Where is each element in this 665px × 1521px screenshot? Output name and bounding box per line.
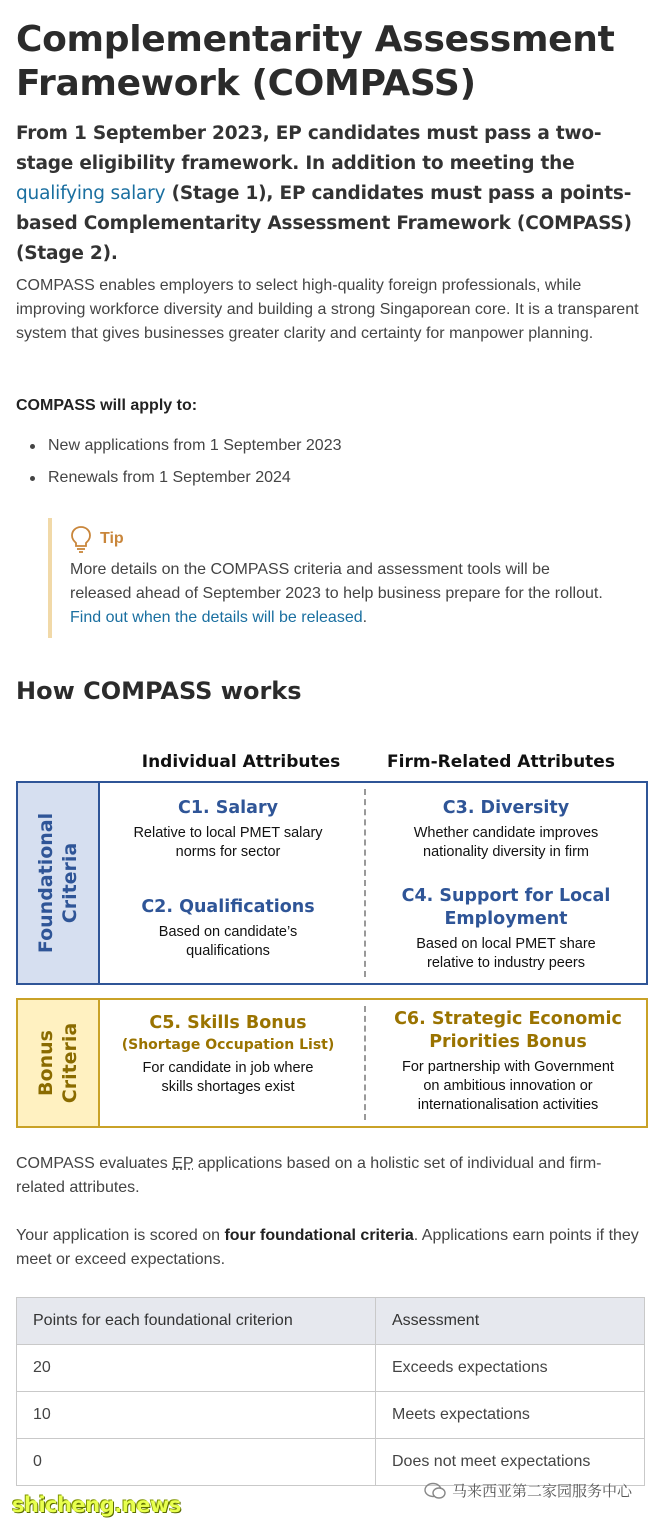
criterion-title: C4. Support for Local Employment bbox=[401, 886, 611, 929]
lead-text-1: From 1 September 2023, EP candidates must pass a two-stage eligibility framework. In addition to meeting the bbox=[16, 123, 602, 174]
bonus-side bbox=[18, 1000, 100, 1126]
criterion-title: C6. Strategic Economic Priorities Bonus bbox=[394, 1009, 622, 1052]
details-release-link[interactable]: Find out when the details will be released bbox=[70, 609, 363, 626]
table-row bbox=[17, 1392, 645, 1439]
tip-header bbox=[70, 524, 124, 554]
criterion-title: C1. Salary bbox=[177, 798, 279, 818]
criterion-c1 bbox=[114, 797, 342, 862]
criterion-c3 bbox=[382, 797, 630, 862]
criterion-desc: For candidate in job where skills shortages exist bbox=[142, 1060, 314, 1095]
criterion-c6 bbox=[382, 1008, 634, 1115]
tip-label: Tip bbox=[100, 530, 124, 547]
table-cell: Does not meet expectations bbox=[376, 1439, 645, 1486]
bonus-criteria-box bbox=[16, 998, 648, 1128]
criterion-desc: Relative to local PMET salary norms for sector bbox=[133, 825, 323, 860]
divider bbox=[364, 789, 366, 977]
criterion-desc: For partnership with Government on ambitious innovation or internationalisation activities bbox=[402, 1059, 614, 1113]
evaluates-paragraph: COMPASS evaluates EP applications based on a holistic set of individual and firm-related attributes. bbox=[16, 1155, 602, 1196]
wechat-account-name: 马来西亚第二家园服务中心 bbox=[452, 1483, 633, 1500]
bonus-label: Bonus Criteria bbox=[35, 1022, 81, 1104]
tip-text: More details on the COMPASS criteria and assessment tools will be released ahead of September 2023 to help business prepare for the rollout. Find out when the details will be released. bbox=[70, 561, 603, 626]
foundational-criteria-box bbox=[16, 781, 648, 985]
table-cell: Exceeds expectations bbox=[376, 1345, 645, 1392]
list-item: Renewals from 1 September 2024 bbox=[16, 462, 342, 494]
wechat-account bbox=[424, 1480, 632, 1501]
page-title: Complementarity Assessment Framework (COMPASS) bbox=[16, 19, 615, 104]
criterion-c2 bbox=[114, 896, 342, 961]
table-cell: Meets expectations bbox=[376, 1392, 645, 1439]
table-row bbox=[17, 1439, 645, 1486]
scored-paragraph: Your application is scored on four foundational criteria. Applications earn points if they meet or exceed expectations. bbox=[16, 1227, 639, 1268]
table-cell: 0 bbox=[17, 1439, 376, 1486]
firm-attributes-heading: Firm-Related Attributes bbox=[387, 752, 615, 772]
criterion-title: C3. Diversity bbox=[442, 798, 570, 818]
watermark: shicheng.news bbox=[12, 1493, 181, 1517]
apply-heading: COMPASS will apply to: bbox=[16, 397, 198, 414]
qualifying-salary-link[interactable]: qualifying salary bbox=[16, 183, 166, 204]
tip-callout bbox=[48, 518, 622, 638]
table-row bbox=[17, 1345, 645, 1392]
criterion-c5 bbox=[114, 1012, 342, 1097]
wechat-icon bbox=[424, 1482, 446, 1500]
criterion-desc: Based on candidate’s qualifications bbox=[158, 924, 298, 959]
criterion-desc: Whether candidate improves nationality diversity in firm bbox=[413, 825, 599, 860]
lead-text-2: (Stage 1), EP candidates must pass a points-based Complementarity Assessment Framework (COMPASS) (Stage 2). bbox=[16, 183, 632, 264]
criterion-c4 bbox=[382, 885, 630, 973]
ep-abbreviation[interactable]: EP bbox=[172, 1155, 194, 1172]
list-item: New applications from 1 September 2023 bbox=[16, 430, 342, 462]
divider bbox=[364, 1006, 366, 1120]
criterion-title: C2. Qualifications bbox=[141, 897, 315, 917]
table-cell: 20 bbox=[17, 1345, 376, 1392]
individual-attributes-heading: Individual Attributes bbox=[141, 752, 341, 772]
table-cell: 10 bbox=[17, 1392, 376, 1439]
compass-diagram bbox=[16, 740, 646, 1132]
table-header-row bbox=[17, 1298, 645, 1345]
criterion-desc: Based on local PMET share relative to industry peers bbox=[416, 936, 596, 971]
column-header: Assessment bbox=[376, 1298, 645, 1345]
foundational-side bbox=[18, 783, 100, 983]
intro-paragraph: COMPASS enables employers to select high-quality foreign professionals, while improving workforce diversity and building a strong Singaporean core. It is a transparent system that gives businesses greater clarity and certainty for manpower planning. bbox=[16, 277, 639, 342]
apply-list bbox=[16, 430, 342, 494]
section-heading: How COMPASS works bbox=[16, 677, 302, 705]
lead-paragraph bbox=[16, 119, 646, 269]
lightbulb-icon bbox=[70, 525, 92, 553]
foundational-label: Foundational Criteria bbox=[35, 812, 81, 954]
column-header: Points for each foundational criterion bbox=[17, 1298, 376, 1345]
criterion-title: C5. Skills Bonus bbox=[149, 1013, 307, 1033]
points-table bbox=[16, 1297, 645, 1486]
criterion-subtitle: (Shortage Occupation List) bbox=[121, 1037, 335, 1053]
